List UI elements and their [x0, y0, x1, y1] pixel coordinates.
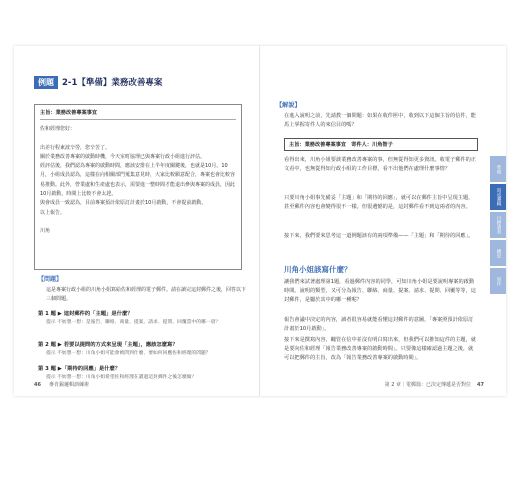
example-title: 2-1【準備】業務改善專案 [62, 78, 163, 88]
chapter-tab: 寫作 [490, 268, 506, 294]
question-2: 第 2 題 ▶ 若要以提問的方式來呈現「主題」，應該怎麼寫？ [38, 342, 178, 348]
hint-3: 提示 不妨想一想：川角小姐希望佐和經理在讀過這封郵件之後怎麼做？ [46, 375, 197, 380]
paragraph-4: 讓我們來試著處理第1題，看過郵件內容的同學，可知川角小姐是要說明專案的啟動時間。說明的類型，又可分為報告、聯絡、商量、提案、請求、提問、回覆等等，這封郵件，是屬於其中的哪一種呢？ [284, 279, 476, 304]
question-3: 第 3 題 ▶「期待的回應」是什麼？ [38, 366, 121, 372]
question-intro: 這是專案行政小組的川角小姐寫給佐和經理的電子郵件。請在讀完這封郵件之後，回答以下三個問題。 [46, 287, 247, 302]
chapter-tab: 準備 [490, 156, 506, 182]
question-1: 第 1 題 ▶ 這封郵件的「主題」是什麼？ [38, 311, 133, 317]
email-line: 出差行程東波辛勞，您辛苦了。 [40, 144, 111, 151]
paragraph-2: 只要川角小姐事先備妥「主題」和「期待的回應」，就可以在郵件主旨中呈現主題，甚至郵件內容也會變得很不一樣。但很遺憾的是，這封郵件看不到這兩者的內容。 [284, 195, 474, 211]
email-line: 與會成員一致認為，目前專案預計依原訂計畫於10月啟動，不會提前啟動。 [40, 200, 207, 207]
email-line: 以上報告。 [40, 209, 66, 216]
example-heading [34, 76, 162, 89]
example-tag: 例題 [34, 76, 58, 89]
paragraph-6: 接下來是撰寫內容，纏管在信中並沒有明白寫出來，但我們可以推知這件的主題，就是要向佐和經理「報告業務改善專案的啟動時間」。只要像這樣確認過主題之後，就可以把郵件的主旨，改為「報告業務改善專案的啟動時間」。 [284, 337, 476, 362]
paragraph-5: 報告會議中決定的內容，讀者很容易就能看懂這封郵件的意圖，「專案照預計依原訂計畫於10月啟動」。 [284, 317, 474, 333]
right-page [260, 46, 506, 396]
email-signature: 川角 [40, 228, 51, 235]
chapter-tab: 目標讀者 [490, 212, 506, 238]
email-line: 佐和經理您好： [40, 126, 76, 132]
email-line: 關於業務改善專案的啟動時機，今天室町協理已與專案行政小組進行評估。 [40, 153, 206, 160]
email-line: 經評估後，我們認為專案的啟動時間，應該安排在上半年度關鍵後，也就是10月。10月，小組成員認為，這樣在向相關部門蒐集意見時，大家比較願意配合，專案也會比較容易推動。此外，營業處和生產處也表示，需要進一整時間才能退出參與專案的成員，因此10月啟動，時間上比較不會太趕。 [40, 163, 236, 198]
left-footer [34, 381, 89, 388]
explanation-title: 【解說】 [276, 102, 301, 109]
email-box [34, 104, 242, 270]
chapter-tab-active: 寫成邏輯 [490, 184, 506, 210]
email-body [40, 125, 236, 237]
hint-2: 提示 不妨想一想：川角小姐可能會被問到什麼、要如何回應佐和經理的問題？ [46, 351, 211, 356]
chapter-label: 第 2 章｜電郵篇：已決定傳遞是否對位 [384, 382, 472, 388]
book-title: 麥肯錫邏輯訓練術 [48, 382, 89, 388]
left-page [14, 46, 260, 396]
page-number-right: 47 [477, 382, 484, 388]
paragraph-1: 看得出來，川角小姐要談業務改善專案的事，但無從得知更多資訊。收電子郵件的正文看中，也無從得知行政小組的工作目標，看不出他們在處理什麼事情？ [284, 157, 476, 173]
explanation-intro: 在進入說明之前，先請教一個問題：如果在收件匣中，收到以下這個主旨的信件，能馬上掌握寄件人的來信目的嗎？ [284, 113, 476, 129]
subject-box: 主旨：業務改善專案事宜 寄件人：川角智子 [284, 138, 478, 151]
email-subject: 主旨：業務改善專案事宜 [40, 109, 236, 120]
email-line [40, 218, 236, 227]
section-heading: 川角小姐該寫什麼？ [284, 265, 352, 274]
book-spread [14, 46, 506, 396]
question-title: 【問題】 [38, 276, 63, 283]
chapter-tab: 構思 [490, 240, 506, 266]
hint-1: 提示 不妨想一想：是報告、聯絡、商量、提案、請求、提問、回覆當中的哪一項？ [46, 320, 221, 325]
right-footer [385, 381, 484, 388]
email-line [40, 134, 236, 143]
paragraph-3: 接下來，我們要來思考這一道例題該有的兩項準備——「主題」和「期待的回應」。 [284, 233, 474, 239]
page-number-left: 46 [34, 382, 41, 388]
